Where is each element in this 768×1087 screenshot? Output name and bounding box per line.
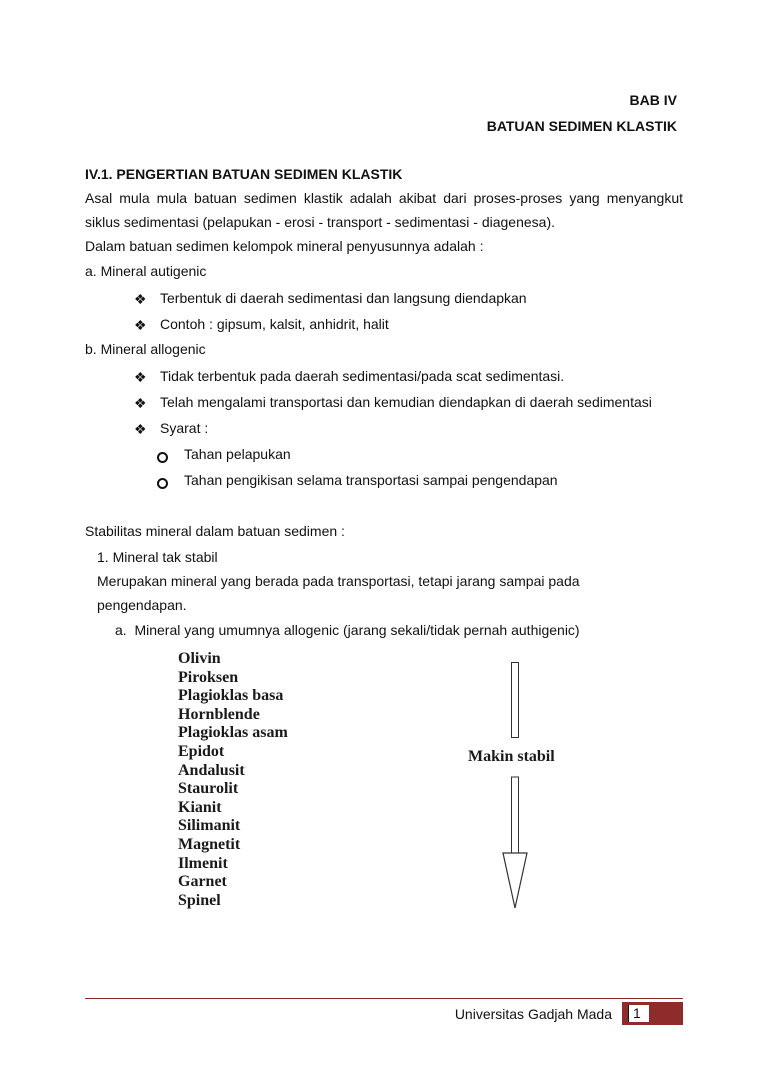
footer-rule bbox=[85, 998, 683, 999]
intro-line-2: siklus sedimentasi (pelapukan - erosi - transport - sedimentasi - diagenesa). bbox=[85, 214, 555, 230]
mineral-item: Hornblende bbox=[178, 705, 260, 723]
intro-line-3: Dalam batuan sedimen kelompok mineral penyusunnya adalah : bbox=[85, 238, 484, 254]
mineral-item: Andalusit bbox=[178, 761, 245, 779]
list-item: Syarat : bbox=[160, 420, 209, 436]
mineral-item: Kianit bbox=[178, 798, 222, 816]
list-item: Terbentuk di daerah sedimentasi dan langsung diendapkan bbox=[160, 290, 527, 306]
list-item: Contoh : gipsum, kalsit, anhidrit, halit bbox=[160, 316, 389, 332]
mineral-item: Piroksen bbox=[178, 668, 239, 686]
mineral-item: Plagioklas basa bbox=[178, 687, 284, 705]
list-subitem: Tahan pelapukan bbox=[184, 446, 291, 462]
arrow-label: Makin stabil bbox=[468, 748, 555, 765]
mineral-item: Silimanit bbox=[178, 817, 241, 835]
allogenic-label: b. Mineral allogenic bbox=[85, 341, 206, 357]
chapter-title: BATUAN SEDIMEN KLASTIK bbox=[486, 118, 677, 134]
circle-bullet-icon bbox=[157, 452, 168, 463]
stability-arrow-icon bbox=[500, 662, 540, 912]
mineral-item: Olivin bbox=[178, 650, 221, 667]
page-number: 1 bbox=[628, 1005, 649, 1022]
unstable-sub-a: a. Mineral yang umumnya allogenic (jarang sekali/tidak pernah authigenic) bbox=[115, 622, 580, 638]
section-heading: IV.1. PENGERTIAN BATUAN SEDIMEN KLASTIK bbox=[85, 166, 403, 182]
circle-bullet-icon bbox=[157, 478, 168, 489]
mineral-item: Magnetit bbox=[178, 836, 241, 853]
diamond-bullet-icon: ❖ bbox=[134, 395, 147, 411]
unstable-desc-line-1: Merupakan mineral yang berada pada transportasi, tetapi jarang sampai pada bbox=[97, 573, 580, 589]
mineral-item: Staurolit bbox=[178, 780, 239, 798]
mineral-item: Spinel bbox=[178, 891, 221, 909]
unstable-mineral-label: 1. Mineral tak stabil bbox=[97, 549, 218, 565]
diamond-bullet-icon: ❖ bbox=[134, 421, 147, 437]
mineral-item: Ilmenit bbox=[178, 854, 228, 872]
diamond-bullet-icon: ❖ bbox=[134, 317, 147, 333]
chapter-label: BAB IV bbox=[629, 92, 677, 108]
mineral-item: Plagioklas asam bbox=[178, 724, 288, 742]
autigenic-label: a. Mineral autigenic bbox=[85, 263, 207, 279]
diamond-bullet-icon: ❖ bbox=[134, 291, 147, 307]
unstable-desc-line-2: pengendapan. bbox=[97, 597, 187, 613]
list-subitem: Tahan pengikisan selama transportasi sampai pengendapan bbox=[184, 472, 558, 488]
diamond-bullet-icon: ❖ bbox=[134, 369, 147, 385]
mineral-item: Garnet bbox=[178, 873, 227, 891]
stability-heading: Stabilitas mineral dalam batuan sedimen : bbox=[85, 523, 345, 539]
intro-line-1: Asal mula mula batuan sedimen klastik adalah akibat dari proses-proses yang menyangkut bbox=[85, 190, 683, 206]
list-item: Tidak terbentuk pada daerah sedimentasi/pada scat sedimentasi. bbox=[160, 368, 565, 384]
list-item: Telah mengalami transportasi dan kemudian diendapkan di daerah sedimentasi bbox=[160, 394, 652, 410]
mineral-item: Epidot bbox=[178, 743, 225, 760]
footer-institution: Universitas Gadjah Mada bbox=[454, 1006, 612, 1022]
